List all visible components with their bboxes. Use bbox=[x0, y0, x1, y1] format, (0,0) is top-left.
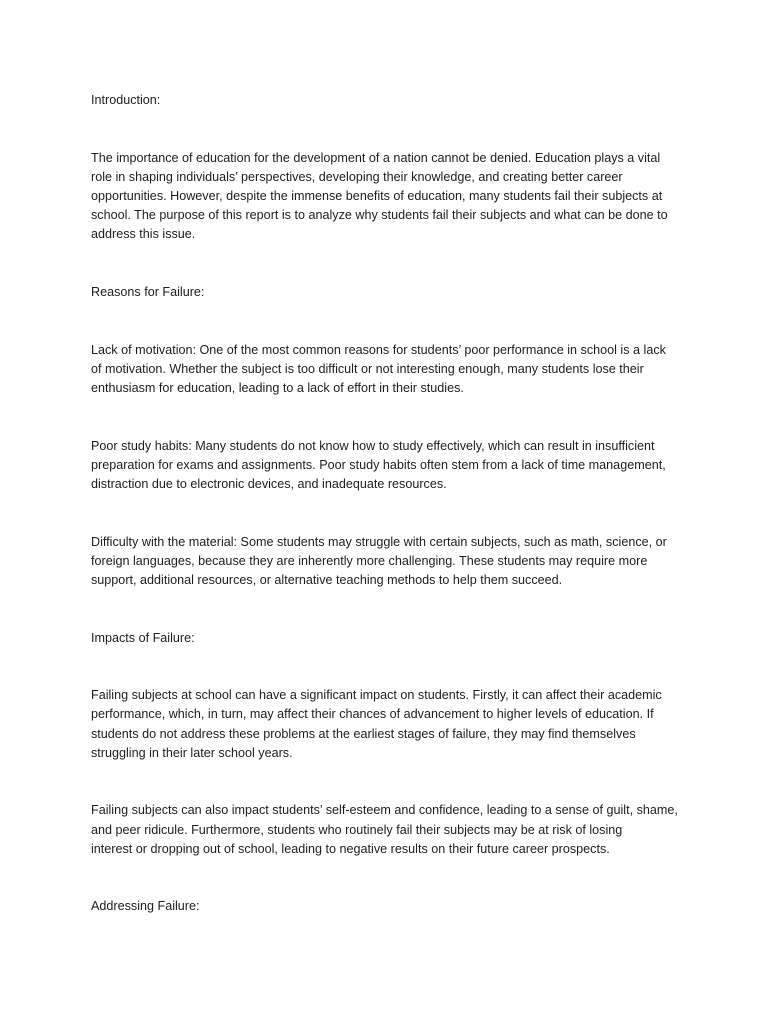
heading-addressing-failure bbox=[91, 897, 691, 916]
paragraph-line: preparation for exams and assignments. Poor study habits often stem from a lack of time management, bbox=[91, 457, 666, 472]
paragraph-impacts-self-esteem bbox=[91, 801, 691, 859]
paragraph-line: Poor study habits: Many students do not know how to study effectively, which can result in insufficient bbox=[91, 438, 655, 453]
paragraph-line: students do not address these problems at the earliest stages of failure, they may find themselves bbox=[91, 726, 636, 741]
paragraph-line: performance, which, in turn, may affect their chances of advancement to higher levels of education. If bbox=[91, 707, 654, 722]
heading-impacts-of-failure bbox=[91, 629, 691, 648]
heading-line: Addressing Failure: bbox=[91, 899, 200, 914]
paragraph-line: role in shaping individuals’ perspectives, developing their knowledge, and creating better career bbox=[91, 169, 623, 184]
heading-line: Introduction: bbox=[91, 93, 161, 107]
document-body bbox=[91, 91, 691, 917]
paragraph-line: struggling in their later school years. bbox=[91, 745, 293, 760]
heading-reasons-for-failure bbox=[91, 283, 691, 302]
paragraph-line: foreign languages, because they are inherently more challenging. These students may require more bbox=[91, 553, 648, 568]
heading-line: Impacts of Failure: bbox=[91, 630, 195, 645]
paragraph-line: Failing subjects can also impact students’ self-esteem and confidence, leading to a sense of guilt, shame, bbox=[91, 803, 678, 818]
paragraph-line: opportunities. However, despite the immense benefits of education, many students fail their subjects at bbox=[91, 189, 663, 203]
paragraph-line: enthusiasm for education, leading to a lack of effort in their studies. bbox=[91, 381, 464, 395]
paragraph-line: The importance of education for the development of a nation cannot be denied. Education plays a vital bbox=[91, 150, 661, 165]
heading-introduction bbox=[91, 91, 691, 110]
paragraph-line: Difficulty with the material: Some students may struggle with certain subjects, such as math, science, or bbox=[91, 534, 667, 549]
paragraph-line: school. The purpose of this report is to analyze why students fail their subjects and what can be done to bbox=[91, 208, 668, 223]
paragraph-lack-of-motivation bbox=[91, 341, 691, 399]
paragraph-line: address this issue. bbox=[91, 227, 196, 242]
paragraph-line: and peer ridicule. Furthermore, students who routinely fail their subjects may be at risk of losing bbox=[91, 822, 623, 837]
paragraph-line: Failing subjects at school can have a significant impact on students. Firstly, it can affect their academic bbox=[91, 688, 662, 703]
paragraph-introduction bbox=[91, 149, 691, 245]
paragraph-line: Lack of motivation: One of the most common reasons for students’ poor performance in school is a lack bbox=[91, 342, 666, 357]
paragraph-poor-study-habits bbox=[91, 437, 691, 495]
paragraph-line: interest or dropping out of school, leading to negative results on their future career prospects. bbox=[91, 841, 610, 856]
paragraph-difficulty-with-material bbox=[91, 533, 691, 591]
heading-line: Reasons for Failure: bbox=[91, 285, 205, 299]
paragraph-impacts-academic bbox=[91, 686, 691, 763]
paragraph-line: distraction due to electronic devices, and inadequate resources. bbox=[91, 477, 447, 491]
paragraph-line: of motivation. Whether the subject is too difficult or not interesting enough, many students lose their bbox=[91, 361, 644, 376]
paragraph-line: support, additional resources, or alternative teaching methods to help them succeed. bbox=[91, 573, 563, 587]
